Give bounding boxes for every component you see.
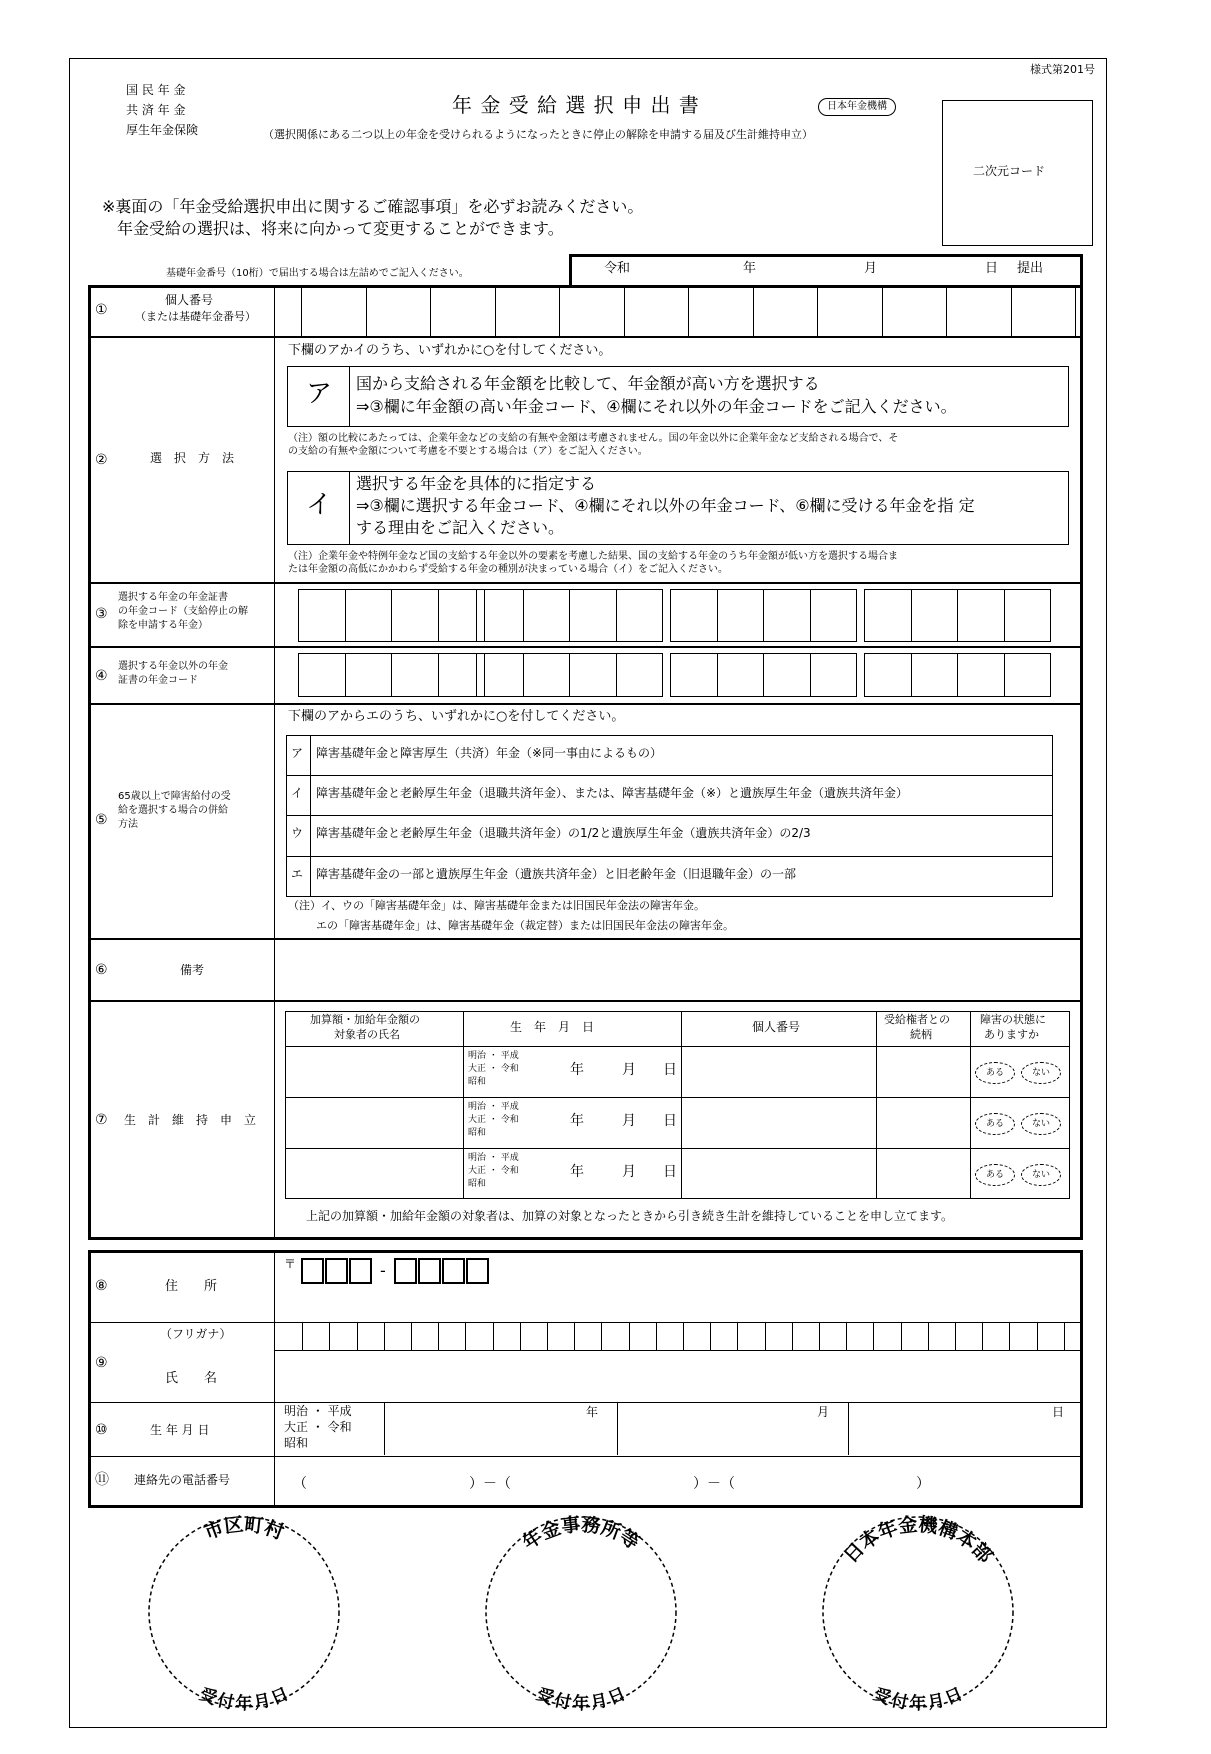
date-day-label: 日: [985, 261, 999, 276]
furigana-cell[interactable]: [384, 1323, 385, 1350]
option-a-note1: （注）額の比較にあたっては、企業年金などの支給の有無や金額は考慮されません。国の年金以外に企業年金など支給される場合で、そ: [288, 433, 899, 444]
pension-code-cell[interactable]: [476, 589, 524, 642]
combination-option-text: 障害基礎年金の一部と遺族厚生年金（遺族共済年金）と旧老齢年金（旧退職年金）の一部: [316, 867, 797, 881]
furigana-cell[interactable]: [520, 1323, 521, 1350]
furigana-cell[interactable]: [547, 1323, 548, 1350]
option-i-note2: たは年金額の高低にかかわらず受給する年金の種別が決まっている場合（イ）をご記入ください。: [288, 564, 728, 575]
pension-code-cell[interactable]: [864, 589, 912, 642]
dependent-relation-field[interactable]: [877, 1150, 969, 1198]
dependent-relation-field[interactable]: [877, 1099, 969, 1147]
remarks-field[interactable]: [276, 940, 1080, 998]
col-name-header1: 加算額・加給年金額の: [310, 1013, 420, 1026]
pension-code-cell[interactable]: [670, 653, 718, 697]
s6-num: ⑥: [95, 962, 108, 978]
pension-code-cell[interactable]: [911, 589, 959, 642]
date-year-label: 年: [743, 261, 757, 276]
pension-code-cell[interactable]: [810, 653, 858, 697]
furigana-cell[interactable]: [656, 1323, 657, 1350]
dependent-name-field[interactable]: [287, 1099, 461, 1147]
postal-code-cell[interactable]: [349, 1258, 372, 1284]
pension-code-cell[interactable]: [810, 589, 858, 642]
personal-number-cell[interactable]: [1011, 286, 1077, 337]
s9-label: 氏 名: [165, 1371, 218, 1386]
disability-no-option[interactable]: ない: [1021, 1113, 1061, 1135]
furigana-cell[interactable]: [574, 1323, 575, 1350]
pension-code-cell[interactable]: [616, 589, 664, 642]
phone-paren-close: ）: [916, 1476, 930, 1492]
personal-number-cell[interactable]: [430, 286, 496, 337]
dependent-name-field[interactable]: [287, 1048, 461, 1096]
s10-month: 月: [817, 1405, 830, 1419]
era-option: 明治 ・ 平成: [468, 1051, 519, 1061]
disability-yes-option[interactable]: ある: [975, 1062, 1015, 1084]
option-i-note1: （注）企業年金や特例年金など国の支給する年金以外の要素を考慮した結果、国の支給する年金のうち年金額が低い方を選択する場合ま: [288, 551, 898, 562]
s3-label3: 除を申請する年金）: [118, 620, 208, 631]
notice-read-back: ※裏面の「年金受給選択申出に関するご確認事項」を必ずお読みください。: [102, 197, 644, 216]
dependent-number-field[interactable]: [682, 1048, 874, 1096]
personal-number-cell[interactable]: [817, 286, 883, 337]
pension-code-cell[interactable]: [1004, 653, 1052, 697]
phone-sep-1: ）－（: [469, 1476, 511, 1492]
combination-option-text: 障害基礎年金と障害厚生（共済）年金（※同一事由によるもの）: [316, 746, 663, 760]
personal-number-cell[interactable]: [624, 286, 690, 337]
era-option: 大正 ・ 令和: [468, 1166, 519, 1176]
era-option: 昭和: [468, 1128, 487, 1138]
s2-instruction: 下欄のアかイのうち、いずれかに○を付してください。: [288, 343, 612, 358]
disability-yes-option[interactable]: ある: [975, 1113, 1015, 1135]
pension-code-cell[interactable]: [298, 653, 346, 697]
form-number: 様式第201号: [1030, 63, 1095, 76]
postal-code-cell[interactable]: [325, 1258, 348, 1284]
phone-sep-2: ）－（: [693, 1476, 735, 1492]
dependent-number-field[interactable]: [682, 1099, 874, 1147]
combination-option-mark[interactable]: エ: [291, 867, 304, 881]
s10-year: 年: [586, 1405, 599, 1419]
era-option: 明治 ・ 平成: [468, 1102, 519, 1112]
birth-month-label: 月: [622, 1062, 636, 1078]
option-i-line1: 選択する年金を具体的に指定する: [356, 474, 597, 493]
option-a-line1: 国から支給される年金額を比較して、年金額が高い方を選択する: [356, 374, 820, 393]
col-disability-header1: 障害の状態に: [980, 1013, 1046, 1026]
pension-code-cell[interactable]: [670, 589, 718, 642]
furigana-cell[interactable]: [901, 1323, 902, 1350]
qr-code-box: [942, 100, 1093, 246]
pension-code-cell[interactable]: [391, 589, 439, 642]
s10-era3: 昭和: [284, 1436, 309, 1450]
furigana-cell[interactable]: [819, 1323, 820, 1350]
furigana-cell[interactable]: [792, 1323, 793, 1350]
furigana-cell[interactable]: [629, 1323, 630, 1350]
disability-no-option[interactable]: ない: [1021, 1164, 1061, 1186]
birth-year-label: 年: [570, 1164, 584, 1180]
qr-code-label: 二次元コード: [973, 164, 1046, 178]
s1-label-sub: （または基礎年金番号）: [135, 310, 256, 323]
personal-number-cell[interactable]: [753, 286, 819, 337]
era-option: 昭和: [468, 1077, 487, 1087]
col-relation-header1: 受給権者との: [884, 1013, 950, 1026]
s10-day: 日: [1052, 1405, 1065, 1419]
combination-option-mark[interactable]: イ: [291, 786, 304, 800]
category-national-pension: 国 民 年 金: [126, 83, 186, 97]
birth-month-label: 月: [622, 1164, 636, 1180]
col-name-header2: 対象者の氏名: [334, 1028, 400, 1041]
form-title: 年 金 受 給 選 択 申 出 書: [452, 93, 700, 117]
reception-stamp: [134, 1502, 354, 1722]
birth-day-label: 日: [663, 1062, 677, 1078]
furigana-cell[interactable]: [302, 1323, 303, 1350]
s3-label1: 選択する年金の年金証書: [118, 592, 228, 603]
furigana-cell[interactable]: [846, 1323, 847, 1350]
combination-option-text: 障害基礎年金と老齢厚生年金（退職共済年金）の1/2と遺族厚生年金（遺族共済年金）の2/3: [316, 826, 811, 840]
postal-code-cell[interactable]: [466, 1258, 489, 1284]
stamp-bottom-text: 受付年月日: [196, 1684, 292, 1714]
personal-number-cell[interactable]: [366, 286, 432, 337]
option-a-line2: ⇒③欄に年金額の高い年金コード、④欄にそれ以外の年金コードをご記入ください。: [356, 397, 957, 416]
pension-code-cell[interactable]: [569, 589, 617, 642]
option-a-note2: の支給の有無や金額について考慮を不要とする場合は（ア）をご記入ください。: [288, 446, 648, 457]
personal-number-cell[interactable]: [882, 286, 948, 337]
option-i-mark: イ: [306, 490, 333, 520]
s2-num: ②: [95, 452, 108, 468]
postal-code-cell[interactable]: [301, 1258, 324, 1284]
furigana-cell[interactable]: [982, 1323, 983, 1350]
stamp-top-text: 年金事務所等: [518, 1513, 644, 1555]
birth-year-label: 年: [570, 1113, 584, 1129]
furigana-cell[interactable]: [1037, 1323, 1038, 1350]
pension-code-cell[interactable]: [569, 653, 617, 697]
pension-code-cell[interactable]: [523, 653, 571, 697]
stamp-top-text: 市区町村: [201, 1513, 287, 1544]
birth-day-label: 日: [663, 1164, 677, 1180]
phone-paren-open: （: [293, 1476, 307, 1492]
phone-field[interactable]: [310, 1470, 1050, 1500]
combination-option-mark[interactable]: ウ: [291, 826, 304, 840]
postal-code-cell[interactable]: [418, 1258, 441, 1284]
pension-code-cell[interactable]: [717, 589, 765, 642]
dependent-relation-field[interactable]: [877, 1048, 969, 1096]
s11-num: ⑪: [95, 1472, 109, 1488]
option-i-line2: ⇒③欄に選択する年金コード、④欄にそれ以外の年金コード、⑥欄に受ける年金を指 定: [356, 496, 975, 515]
personal-number-cell[interactable]: [495, 286, 561, 337]
pension-code-cell[interactable]: [1004, 589, 1052, 642]
stamp-bottom-text: 受付年月日: [533, 1684, 629, 1714]
furigana-cell[interactable]: [329, 1323, 330, 1350]
s2-label: 選 択 方 法: [150, 451, 235, 465]
pension-code-cell[interactable]: [957, 589, 1005, 642]
furigana-cell[interactable]: [710, 1323, 711, 1350]
furigana-cell[interactable]: [873, 1323, 874, 1350]
disability-no-option[interactable]: ない: [1021, 1062, 1061, 1084]
pension-code-cell[interactable]: [763, 653, 811, 697]
s7-num: ⑦: [95, 1112, 108, 1128]
dependents-declaration: 上記の加算額・加給年金額の対象者は、加算の対象となったときから引き続き生計を維持していることを申し立てます。: [306, 1209, 954, 1223]
date-era: 令和: [604, 261, 631, 276]
disability-yes-option[interactable]: ある: [975, 1164, 1015, 1186]
date-month-label: 月: [864, 261, 878, 276]
postal-code-cell[interactable]: [442, 1258, 465, 1284]
s5-label3: 方法: [118, 819, 138, 830]
personal-number-cell[interactable]: [301, 286, 367, 337]
furigana-cell[interactable]: [493, 1323, 494, 1350]
furigana-cell[interactable]: [1009, 1323, 1010, 1350]
pension-code-cell[interactable]: [345, 653, 393, 697]
furigana-cell[interactable]: [928, 1323, 929, 1350]
combination-option-text: 障害基礎年金と老齢厚生年金（退職共済年金）、または、障害基礎年金（※）と遺族厚生年金（遺族共済年金）: [316, 786, 909, 800]
pension-code-cell[interactable]: [523, 589, 571, 642]
furigana-cell[interactable]: [683, 1323, 684, 1350]
s10-num: ⑩: [95, 1422, 108, 1438]
personal-number-cell[interactable]: [946, 286, 1012, 337]
s11-label: 連絡先の電話番号: [134, 1473, 231, 1487]
dependent-name-field[interactable]: [287, 1150, 461, 1198]
s8-num: ⑧: [95, 1278, 108, 1294]
address-field[interactable]: [276, 1292, 1080, 1320]
pension-code-cell[interactable]: [476, 653, 524, 697]
furigana-cell[interactable]: [765, 1323, 766, 1350]
s3-label2: の年金コード（支給停止の解: [118, 606, 248, 617]
birth-month-label: 月: [622, 1113, 636, 1129]
era-option: 昭和: [468, 1179, 487, 1189]
org-badge: 日本年金機構: [818, 98, 896, 116]
option-i-line3: する理由をご記入ください。: [356, 518, 565, 537]
option-a-mark: ア: [306, 379, 333, 409]
furigana-cell[interactable]: [737, 1323, 738, 1350]
s5-num: ⑤: [95, 812, 108, 828]
combination-option-mark[interactable]: ア: [291, 746, 304, 760]
col-birthdate-header: 生 年 月 日: [510, 1020, 595, 1034]
furigana-label: （フリガナ）: [160, 1327, 232, 1341]
s5-label2: 給を選択する場合の併給: [118, 805, 228, 816]
category-mutual-pension: 共 済 年 金: [126, 103, 186, 117]
furigana-cell[interactable]: [1064, 1323, 1065, 1350]
col-relation-header2: 続柄: [910, 1028, 932, 1041]
s4-label2: 証書の年金コード: [118, 675, 198, 686]
stamp-circle: [486, 1517, 676, 1707]
pension-code-cell[interactable]: [763, 589, 811, 642]
s10-label: 生 年 月 日: [150, 1423, 210, 1437]
s1-num: ①: [95, 302, 108, 318]
basic-number-note: 基礎年金番号（10桁）で届出する場合は左詰めでご記入ください。: [166, 268, 469, 279]
category-welfare-pension: 厚生年金保険: [126, 123, 199, 137]
stamp-bottom-text: 受付年月日: [870, 1684, 966, 1714]
pension-code-cell[interactable]: [957, 653, 1005, 697]
stamp-top-text: 日本年金機構本部: [839, 1513, 997, 1568]
s4-num: ④: [95, 668, 108, 684]
postal-mark: 〒: [284, 1257, 297, 1271]
s6-label: 備考: [180, 963, 205, 977]
era-option: 大正 ・ 令和: [468, 1064, 519, 1074]
furigana-cell[interactable]: [411, 1323, 412, 1350]
notice-changeable: 年金受給の選択は、将来に向かって変更することができます。: [117, 219, 564, 238]
era-option: 明治 ・ 平成: [468, 1153, 519, 1163]
s10-era1: 明治 ・ 平成: [284, 1404, 352, 1418]
col-number-header: 個人番号: [752, 1020, 801, 1034]
pension-code-cell[interactable]: [345, 589, 393, 642]
reception-stamp: [471, 1502, 691, 1722]
personal-number-cell[interactable]: [559, 286, 625, 337]
postal-code-cell[interactable]: [394, 1258, 417, 1284]
pension-code-cell[interactable]: [864, 653, 912, 697]
name-field[interactable]: [276, 1352, 1080, 1400]
dependent-number-field[interactable]: [682, 1150, 874, 1198]
furigana-cell[interactable]: [438, 1323, 439, 1350]
pension-code-cell[interactable]: [298, 589, 346, 642]
furigana-cell[interactable]: [601, 1323, 602, 1350]
col-disability-header2: ありますか: [984, 1028, 1039, 1041]
furigana-cell[interactable]: [955, 1323, 956, 1350]
pension-code-cell[interactable]: [911, 653, 959, 697]
reception-stamp: [808, 1502, 1028, 1722]
era-option: 大正 ・ 令和: [468, 1115, 519, 1125]
s5-note1: （注）イ、ウの「障害基礎年金」は、障害基礎年金または旧国民年金法の障害年金。: [288, 899, 706, 912]
date-submit-label: 提出: [1017, 261, 1044, 276]
submission-date-box: [569, 254, 1083, 286]
s3-num: ③: [95, 606, 108, 622]
pension-code-cell[interactable]: [616, 653, 664, 697]
pension-code-cell[interactable]: [391, 653, 439, 697]
s5-label1: 65歳以上で障害給付の受: [118, 791, 231, 802]
form-subtitle: （選択関係にある二つ以上の年金を受けられるようになったときに停止の解除を申請する届及び生計維持申立）: [263, 128, 813, 141]
furigana-cell[interactable]: [465, 1323, 466, 1350]
birth-day-label: 日: [663, 1113, 677, 1129]
s8-label: 住 所: [165, 1279, 218, 1294]
personal-number-cell[interactable]: [688, 286, 754, 337]
stamp-circle: [149, 1517, 339, 1707]
furigana-cell[interactable]: [357, 1323, 358, 1350]
s5-note2: エの「障害基礎年金」は、障害基礎年金（裁定替）または旧国民年金法の障害年金。: [316, 919, 734, 932]
s7-label: 生 計 維 持 申 立: [124, 1113, 257, 1127]
postal-dash: -: [380, 1261, 386, 1280]
birth-year-label: 年: [570, 1062, 584, 1078]
s4-label1: 選択する年金以外の年金: [118, 661, 228, 672]
s9-num: ⑨: [95, 1355, 108, 1371]
pension-code-cell[interactable]: [717, 653, 765, 697]
s10-era2: 大正 ・ 令和: [284, 1420, 352, 1434]
s5-instruction: 下欄のアからエのうち、いずれかに○を付してください。: [288, 709, 625, 724]
s1-label: 個人番号: [165, 293, 214, 307]
